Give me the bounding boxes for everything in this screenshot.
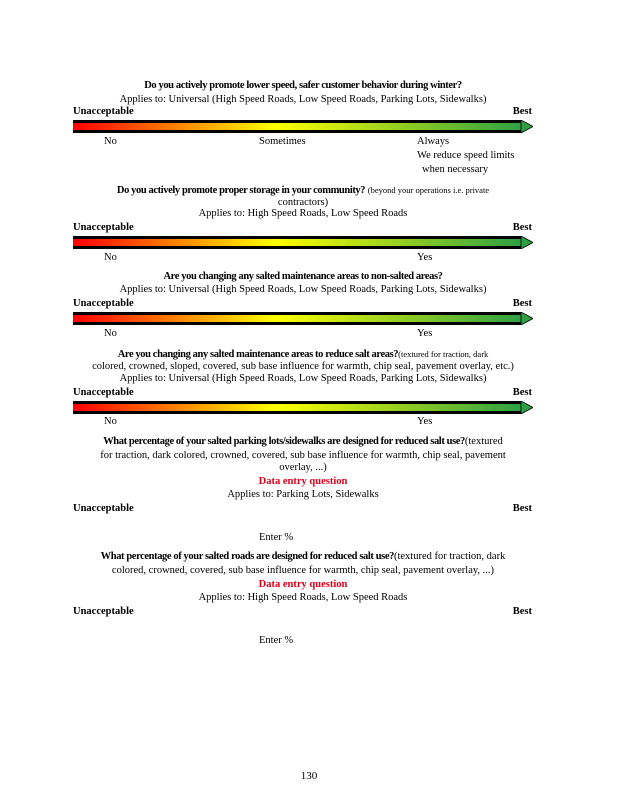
scale-left-label: Unacceptable [73, 503, 134, 514]
question-2-title: Do you actively promote proper storage in your community? (beyond your operations i.e. private [116, 185, 490, 196]
question-4-note: colored, crowned, sloped, covered, sub base influence for warmth, chip seal, pavement overlay, etc.) [92, 361, 514, 372]
question-3-applies: Applies to: Universal (High Speed Roads, Low Speed Roads, Parking Lots, Sidewalks) [119, 284, 487, 295]
question-1-applies: Applies to: Universal (High Speed Roads, Low Speed Roads, Parking Lots, Sidewalks) [119, 94, 487, 105]
option-yes[interactable]: Yes [417, 416, 433, 427]
data-entry-label: Data entry question [258, 579, 348, 590]
option-no[interactable]: No [104, 416, 117, 427]
scale-right-label: Best [512, 298, 532, 309]
question-2-note: contractors) [277, 197, 329, 208]
enter-percent-field[interactable]: Enter % [259, 635, 294, 646]
scale-left-label: Unacceptable [73, 106, 134, 117]
scale-right-label: Best [512, 606, 532, 617]
question-6-note: colored, crowned, covered, sub base influence for warmth, chip seal, pavement overlay, ...) [111, 565, 495, 576]
enter-percent-field[interactable]: Enter % [259, 532, 294, 543]
rating-bar [73, 312, 533, 325]
question-4-applies: Applies to: Universal (High Speed Roads, Low Speed Roads, Parking Lots, Sidewalks) [119, 373, 487, 384]
question-3-title: Are you changing any salted maintenance areas to non-salted areas? [163, 271, 443, 282]
option-no[interactable]: No [104, 252, 117, 263]
question-5-note: for traction, dark colored, crowned, covered, sub base influence for warmth, chip seal, pavement [100, 450, 506, 461]
rating-bar [73, 236, 533, 249]
scale-right-label: Best [512, 503, 532, 514]
question-2-applies: Applies to: High Speed Roads, Low Speed Roads [198, 208, 408, 219]
scale-right-label: Best [512, 387, 532, 398]
page-number: 130 [300, 770, 318, 782]
scale-left-label: Unacceptable [73, 387, 134, 398]
question-6-applies: Applies to: High Speed Roads, Low Speed Roads [198, 592, 408, 603]
option-sometimes[interactable]: Sometimes [259, 136, 306, 147]
rating-bar [73, 120, 533, 133]
rating-bar [73, 401, 533, 414]
question-5-note-cont: overlay, ...) [279, 462, 327, 473]
scale-left-label: Unacceptable [73, 298, 134, 309]
scale-left-label: Unacceptable [73, 606, 134, 617]
question-5-title: What percentage of your salted parking lots/sidewalks are designed for reduced salt use?(textured [103, 436, 503, 447]
question-1-title: Do you actively promote lower speed, safer customer behavior during winter? [144, 80, 462, 91]
option-reduce-speed-limits-cont: when necessary [422, 164, 489, 175]
option-no[interactable]: No [104, 328, 117, 339]
question-5-applies: Applies to: Parking Lots, Sidewalks [227, 489, 379, 500]
option-reduce-speed-limits[interactable]: We reduce speed limits [417, 150, 515, 161]
option-always[interactable]: Always [417, 136, 450, 147]
question-6-title: What percentage of your salted roads are designed for reduced salt use?(textured for traction, dark [100, 551, 506, 562]
option-no[interactable]: No [104, 136, 117, 147]
scale-right-label: Best [512, 222, 532, 233]
option-yes[interactable]: Yes [417, 328, 433, 339]
scale-left-label: Unacceptable [73, 222, 134, 233]
question-4-title: Are you changing any salted maintenance areas to reduce salt areas?(textured for traction, dark [117, 349, 489, 360]
data-entry-label: Data entry question [258, 476, 348, 487]
scale-right-label: Best [512, 106, 532, 117]
option-yes[interactable]: Yes [417, 252, 433, 263]
